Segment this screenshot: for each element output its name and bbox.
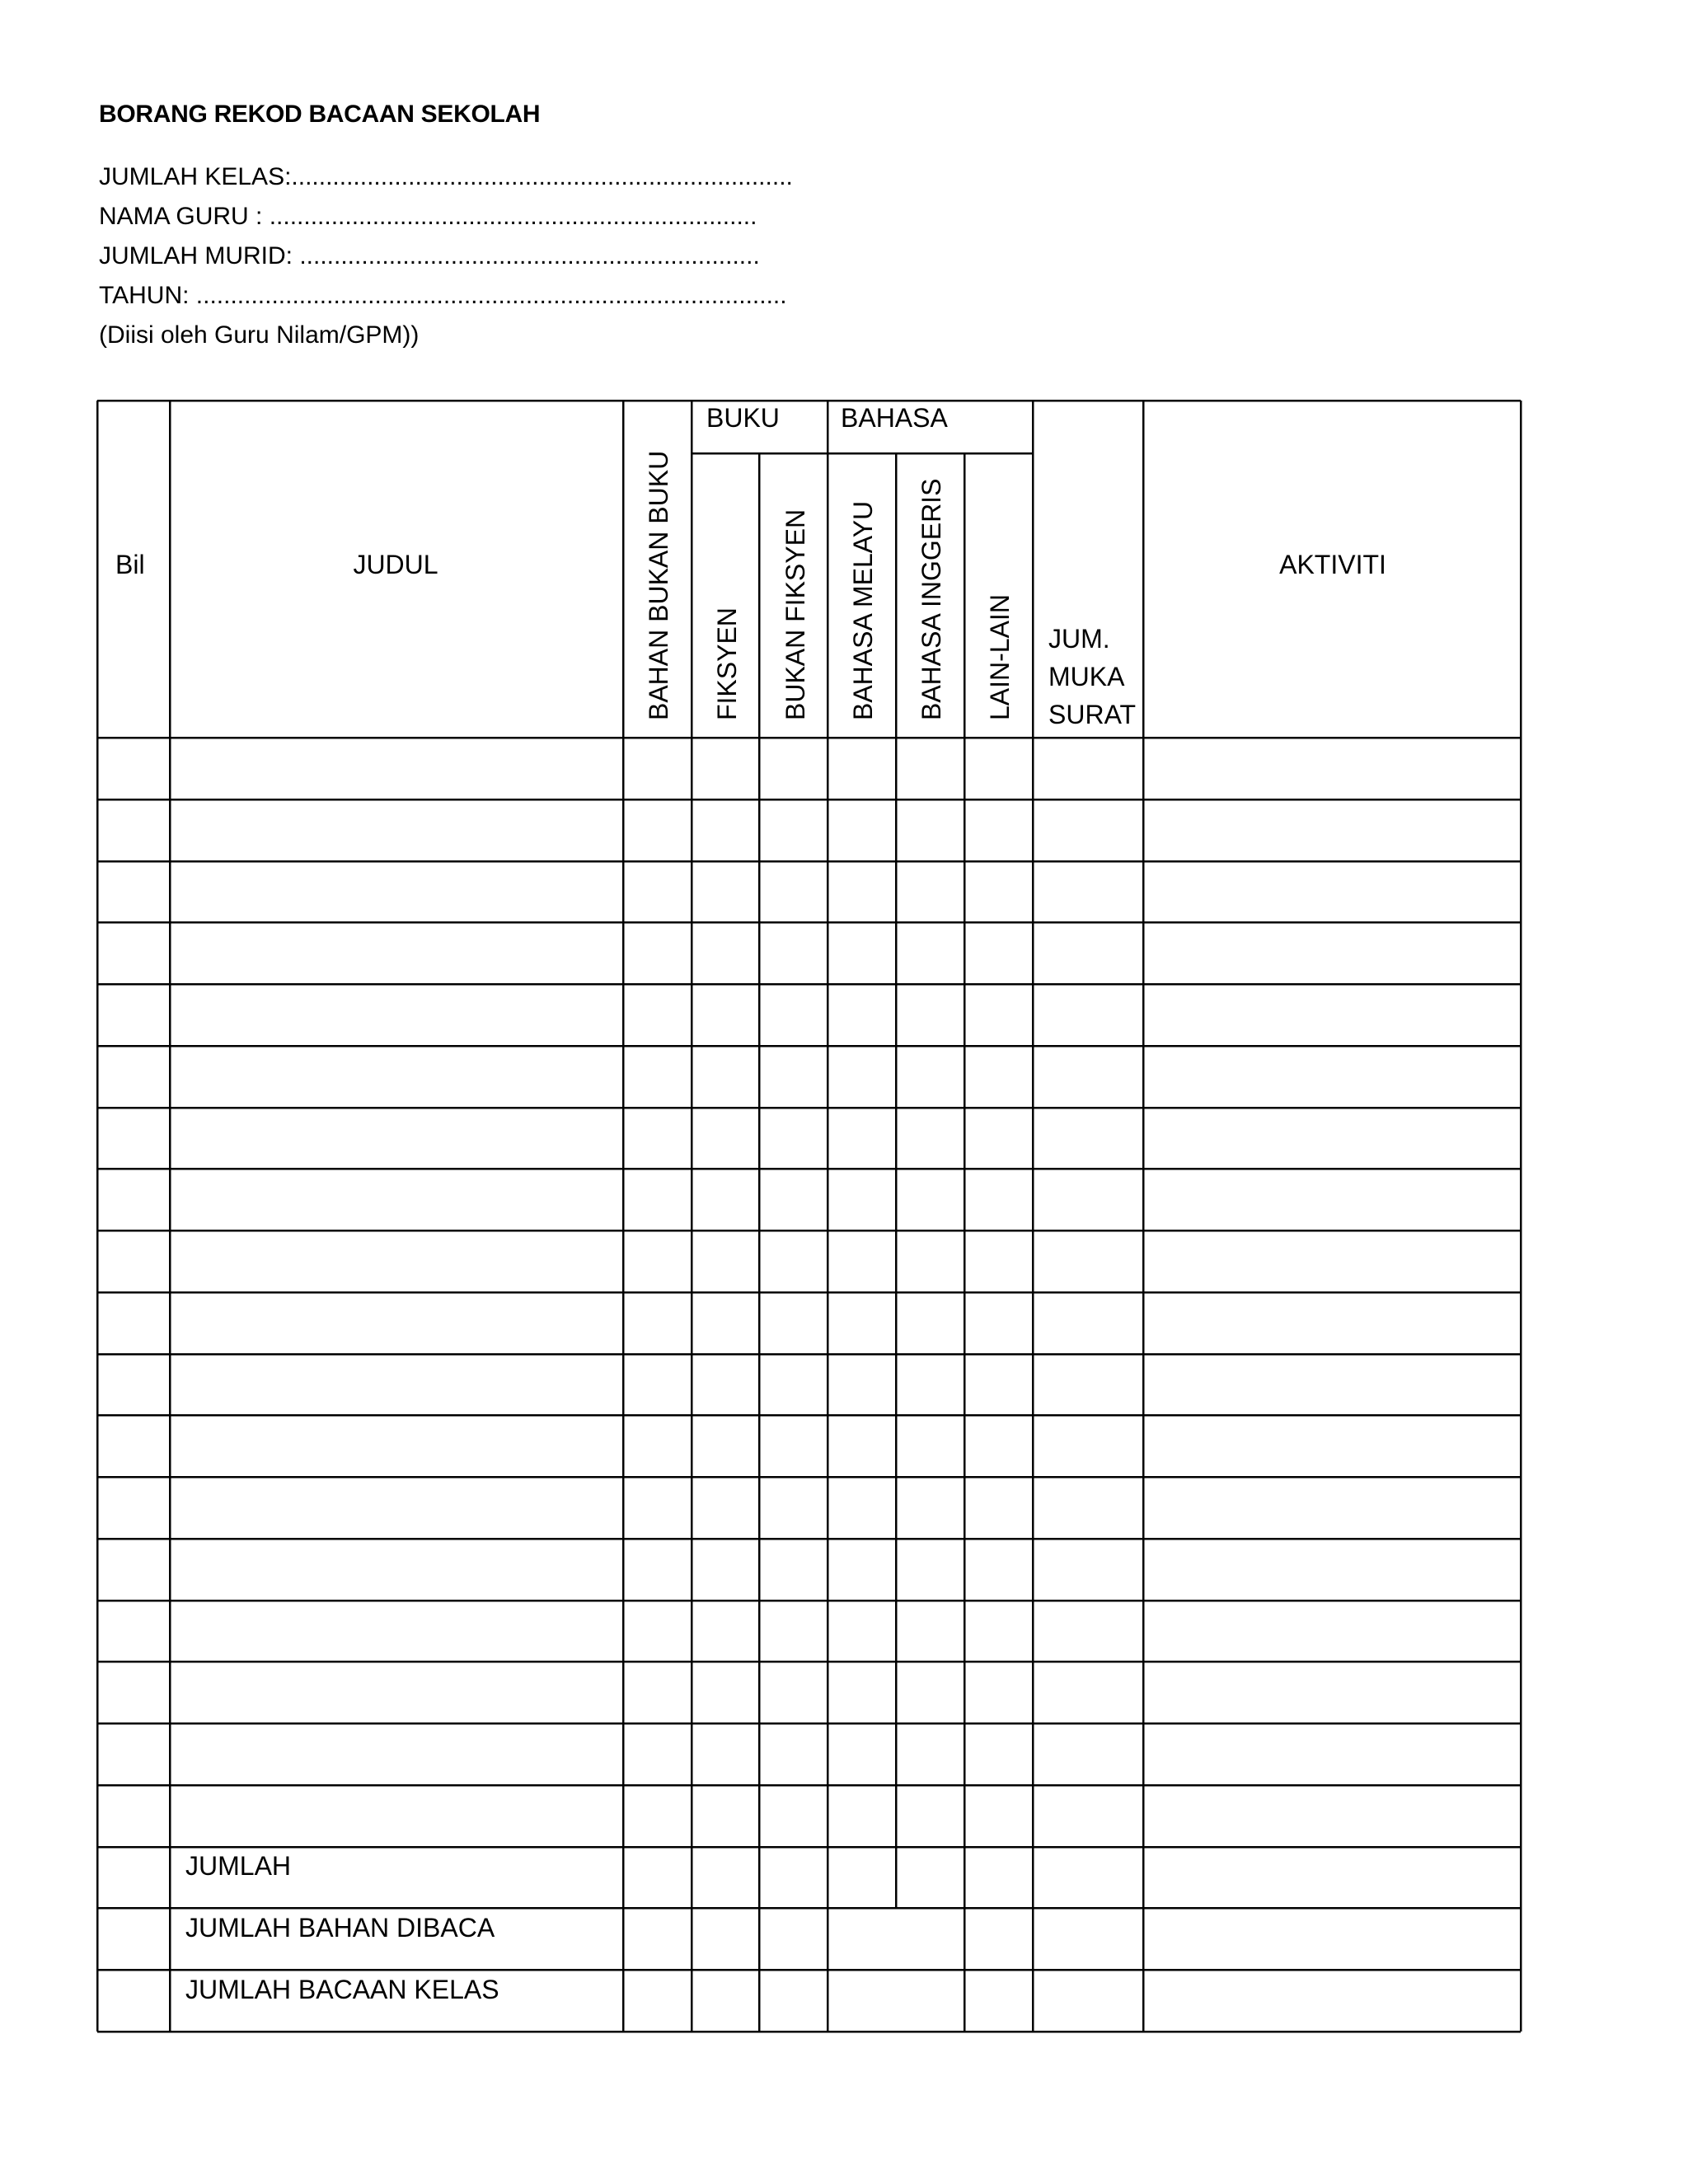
table-cell[interactable] <box>830 1603 893 1659</box>
table-cell[interactable] <box>694 1788 757 1844</box>
table-cell[interactable] <box>898 1541 962 1598</box>
table-cell[interactable] <box>1035 987 1141 1043</box>
table-cell[interactable] <box>967 1110 1030 1166</box>
table-cell[interactable] <box>898 1603 962 1659</box>
table-cell[interactable] <box>1035 1048 1141 1105</box>
table-cell[interactable] <box>830 1541 893 1598</box>
table-cell[interactable] <box>100 1541 167 1598</box>
table-cell[interactable] <box>694 1541 757 1598</box>
header-bukan-fiksyen: BUKAN FIKSYEN <box>781 509 810 720</box>
table-cell[interactable] <box>1035 1357 1141 1413</box>
table-cell[interactable] <box>898 864 962 920</box>
table-cell[interactable] <box>694 1357 757 1413</box>
table-cell[interactable] <box>1035 1295 1141 1352</box>
table-cell[interactable] <box>172 1110 621 1166</box>
summary-jumlah: JUMLAH <box>185 1851 292 1881</box>
table-cell[interactable] <box>626 987 689 1043</box>
table-cell[interactable] <box>100 987 167 1043</box>
table-cell[interactable] <box>830 1171 893 1228</box>
table-cell[interactable] <box>830 1110 893 1166</box>
table-cell[interactable] <box>626 1541 689 1598</box>
table-cell[interactable] <box>1035 740 1141 797</box>
table-cell[interactable] <box>830 1295 893 1352</box>
table-cell[interactable] <box>626 802 689 859</box>
table-cell[interactable] <box>626 1048 689 1105</box>
table-cell[interactable] <box>830 1233 893 1290</box>
table-cell[interactable] <box>762 925 825 982</box>
table-cell[interactable] <box>626 864 689 920</box>
table-cell[interactable] <box>898 1788 962 1844</box>
table-cell[interactable] <box>100 1295 167 1352</box>
table-cell[interactable] <box>967 1171 1030 1228</box>
table-cell[interactable] <box>100 925 167 982</box>
table-cell[interactable] <box>100 1418 167 1474</box>
header-bahasa-inggeris: BAHASA INGGERIS <box>917 478 946 720</box>
table-cell[interactable] <box>830 1418 893 1474</box>
table-cell[interactable] <box>1035 864 1141 920</box>
table-cell[interactable] <box>1146 1788 1518 1844</box>
header-bahan-bukan-buku: BAHAN BUKAN BUKU <box>644 450 673 720</box>
table-cell[interactable] <box>626 1418 689 1474</box>
table-cell[interactable] <box>694 1479 757 1536</box>
table-cell[interactable] <box>1146 802 1518 859</box>
table-cell[interactable] <box>967 925 1030 982</box>
table-cell[interactable] <box>762 1541 825 1598</box>
table-cell[interactable] <box>898 1664 962 1721</box>
table-cell[interactable] <box>898 1110 962 1166</box>
table-cell[interactable] <box>626 1726 689 1783</box>
table-cell[interactable] <box>762 864 825 920</box>
table-cell[interactable] <box>694 1110 757 1166</box>
table-cell[interactable] <box>898 1479 962 1536</box>
header-judul: JUDUL <box>353 550 438 579</box>
table-cell[interactable] <box>967 864 1030 920</box>
table-cell[interactable] <box>100 1603 167 1659</box>
field-tahun[interactable]: TAHUN: ...................................................................................... <box>99 282 787 309</box>
table-cell[interactable] <box>967 1295 1030 1352</box>
table-cell[interactable] <box>898 1233 962 1290</box>
table-cell[interactable] <box>1146 1664 1518 1721</box>
table-cell[interactable] <box>100 802 167 859</box>
table-cell[interactable] <box>1146 864 1518 920</box>
table-cell[interactable] <box>967 802 1030 859</box>
table-cell[interactable] <box>626 925 689 982</box>
table-cell[interactable] <box>100 864 167 920</box>
form-title: BORANG REKOD BACAAN SEKOLAH <box>99 101 541 128</box>
table-cell[interactable] <box>1035 1418 1141 1474</box>
table-cell[interactable] <box>1035 1788 1141 1844</box>
table-cell[interactable] <box>1035 1171 1141 1228</box>
table-cell[interactable] <box>898 1048 962 1105</box>
table-cell[interactable] <box>967 1788 1030 1844</box>
table-cell[interactable] <box>762 1603 825 1659</box>
table-cell[interactable] <box>898 1295 962 1352</box>
table-cell[interactable] <box>172 987 621 1043</box>
table-cell[interactable] <box>967 1418 1030 1474</box>
table-cell[interactable] <box>762 1110 825 1166</box>
table-cell[interactable] <box>694 1726 757 1783</box>
table-cell[interactable] <box>967 1048 1030 1105</box>
table-cell[interactable] <box>172 1664 621 1721</box>
table-cell[interactable] <box>1146 1110 1518 1166</box>
summary-jumlah-bacaan-kelas: JUMLAH BACAAN KELAS <box>185 1975 499 2004</box>
table-cell[interactable] <box>626 740 689 797</box>
table-cell[interactable] <box>762 802 825 859</box>
table-cell[interactable] <box>694 864 757 920</box>
table-cell[interactable] <box>1035 802 1141 859</box>
table-cell[interactable] <box>967 987 1030 1043</box>
table-cell[interactable] <box>830 1726 893 1783</box>
table-cell[interactable] <box>762 1788 825 1844</box>
table-cell[interactable] <box>1146 1171 1518 1228</box>
header-aktiviti: AKTIVITI <box>1279 550 1386 579</box>
table-cell[interactable] <box>694 1048 757 1105</box>
table-cell[interactable] <box>830 864 893 920</box>
table-cell[interactable] <box>830 740 893 797</box>
table-cell[interactable] <box>694 802 757 859</box>
table-cell[interactable] <box>1146 1357 1518 1413</box>
table-cell[interactable] <box>100 1479 167 1536</box>
table-cell[interactable] <box>100 1357 167 1413</box>
table-cell[interactable] <box>172 1603 621 1659</box>
table-cell[interactable] <box>626 1233 689 1290</box>
table-cell[interactable] <box>762 1295 825 1352</box>
table-cell[interactable] <box>100 1788 167 1844</box>
table-cell[interactable] <box>1146 1479 1518 1536</box>
table-cell[interactable] <box>830 1357 893 1413</box>
table-cell[interactable] <box>172 925 621 982</box>
table-cell[interactable] <box>1146 1233 1518 1290</box>
table-cell[interactable] <box>830 802 893 859</box>
table-cell[interactable] <box>1146 1048 1518 1105</box>
table-cell[interactable] <box>898 740 962 797</box>
table-cell[interactable] <box>1146 1603 1518 1659</box>
table-cell[interactable] <box>626 1603 689 1659</box>
table-cell[interactable] <box>626 1295 689 1352</box>
header-bahasa: BAHASA <box>841 403 948 433</box>
table-cell[interactable] <box>100 1110 167 1166</box>
table-cell[interactable] <box>1035 1726 1141 1783</box>
table-cell[interactable] <box>898 1171 962 1228</box>
table-cell[interactable] <box>967 1357 1030 1413</box>
header-bil: Bil <box>115 550 145 579</box>
table-cell[interactable] <box>762 1233 825 1290</box>
table-cell[interactable] <box>694 740 757 797</box>
table-cell[interactable] <box>100 1048 167 1105</box>
table-cell[interactable] <box>172 864 621 920</box>
table-cell[interactable] <box>967 740 1030 797</box>
header-jum-muka-surat-line3: SURAT <box>1048 700 1137 729</box>
table-cell[interactable] <box>762 1479 825 1536</box>
table-cell[interactable] <box>694 987 757 1043</box>
table-cell[interactable] <box>762 1171 825 1228</box>
header-lain-lain: LAIN-LAIN <box>985 594 1015 720</box>
table-cell[interactable] <box>967 1479 1030 1536</box>
table-cell[interactable] <box>172 1048 621 1105</box>
table-cell[interactable] <box>762 987 825 1043</box>
table-cell[interactable] <box>172 1726 621 1783</box>
form-note: (Diisi oleh Guru Nilam/GPM)) <box>99 321 420 349</box>
table-cell[interactable] <box>694 1603 757 1659</box>
table-cell[interactable] <box>172 1295 621 1352</box>
table-cell[interactable] <box>898 925 962 982</box>
field-nama-guru[interactable]: NAMA GURU : ....................................................................... <box>99 203 757 230</box>
table-cell[interactable] <box>1035 925 1141 982</box>
table-cell[interactable] <box>100 1664 167 1721</box>
table-cell[interactable] <box>1146 1726 1518 1783</box>
table-cell[interactable] <box>967 1726 1030 1783</box>
table-cell[interactable] <box>830 1048 893 1105</box>
table-cell[interactable] <box>1035 1110 1141 1166</box>
table-cell[interactable] <box>830 1479 893 1536</box>
table-cell[interactable] <box>626 1357 689 1413</box>
header-bahasa-melayu: BAHASA MELAYU <box>848 500 878 720</box>
table-cell[interactable] <box>1035 1479 1141 1536</box>
table-cell[interactable] <box>626 1664 689 1721</box>
table-cell[interactable] <box>898 1726 962 1783</box>
table-cell[interactable] <box>762 740 825 797</box>
table-cell[interactable] <box>1146 1418 1518 1474</box>
table-cell[interactable] <box>762 1726 825 1783</box>
table-cell[interactable] <box>762 1048 825 1105</box>
table-cell[interactable] <box>967 1664 1030 1721</box>
table-cell[interactable] <box>172 802 621 859</box>
table-cell[interactable] <box>172 1788 621 1844</box>
table-cell[interactable] <box>172 1171 621 1228</box>
field-jumlah-murid[interactable]: JUMLAH MURID: ................................................................... <box>99 242 760 269</box>
table-cell[interactable] <box>694 1418 757 1474</box>
table-cell[interactable] <box>1035 1233 1141 1290</box>
header-jum-muka-surat-line2: MUKA <box>1048 662 1125 691</box>
field-jumlah-kelas[interactable]: JUMLAH KELAS:......................................................................... <box>99 163 793 190</box>
table-cell[interactable] <box>694 925 757 982</box>
summary-jumlah-bahan-dibaca: JUMLAH BAHAN DIBACA <box>185 1913 495 1943</box>
table-cell[interactable] <box>626 1788 689 1844</box>
table-cell[interactable] <box>100 740 167 797</box>
table-cell[interactable] <box>100 1171 167 1228</box>
header-fiksyen: FIKSYEN <box>712 607 742 720</box>
table-cell[interactable] <box>762 1664 825 1721</box>
table-cell[interactable] <box>172 1541 621 1598</box>
table-cell[interactable] <box>1146 925 1518 982</box>
table-cell[interactable] <box>830 1788 893 1844</box>
table-cell[interactable] <box>1035 1664 1141 1721</box>
table-cell[interactable] <box>172 1357 621 1413</box>
table-cell[interactable] <box>898 802 962 859</box>
table-cell[interactable] <box>100 1233 167 1290</box>
table-cell[interactable] <box>1146 740 1518 797</box>
table-cell[interactable] <box>830 925 893 982</box>
table-cell[interactable] <box>694 1233 757 1290</box>
table-cell[interactable] <box>172 1233 621 1290</box>
table-cell[interactable] <box>762 1418 825 1474</box>
table-cell[interactable] <box>1146 987 1518 1043</box>
table-cell[interactable] <box>830 987 893 1043</box>
table-cell[interactable] <box>694 1171 757 1228</box>
table-cell[interactable] <box>1035 1541 1141 1598</box>
table-cell[interactable] <box>172 1418 621 1474</box>
table-cell[interactable] <box>967 1541 1030 1598</box>
header-buku: BUKU <box>706 403 780 433</box>
table-cell[interactable] <box>694 1664 757 1721</box>
table-cell[interactable] <box>1146 1295 1518 1352</box>
table-cell[interactable] <box>172 740 621 797</box>
table-cell[interactable] <box>626 1171 689 1228</box>
table-cell[interactable] <box>898 1357 962 1413</box>
table-cell[interactable] <box>898 987 962 1043</box>
table-cell[interactable] <box>762 1357 825 1413</box>
header-jum-muka-surat-line1: JUM. <box>1048 624 1110 654</box>
table-cell[interactable] <box>694 1295 757 1352</box>
table-cell[interactable] <box>626 1110 689 1166</box>
table-cell[interactable] <box>830 1664 893 1721</box>
table-cell[interactable] <box>626 1479 689 1536</box>
table-cell[interactable] <box>100 1726 167 1783</box>
table-cell[interactable] <box>967 1233 1030 1290</box>
table-cell[interactable] <box>1146 1541 1518 1598</box>
table-cell[interactable] <box>172 1479 621 1536</box>
table-cell[interactable] <box>967 1603 1030 1659</box>
table-cell[interactable] <box>1035 1603 1141 1659</box>
table-cell[interactable] <box>898 1418 962 1474</box>
